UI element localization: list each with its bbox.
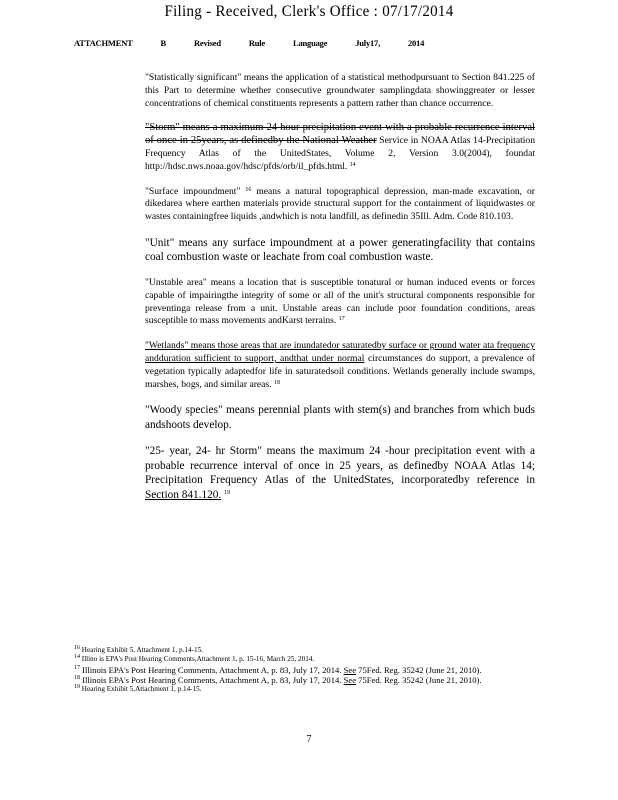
page-number: 7 xyxy=(306,734,312,745)
attachment-year: 2014 xyxy=(407,38,425,48)
attachment-revised: Revised xyxy=(193,38,221,48)
footnote-text: 75Fed. Reg. 35242 (June 21, 2010). xyxy=(356,674,482,685)
unstable-area-text: "Unstable area" means a location that is susceptible tonatural or human induced events or forces capable of impairingthe integrity of some or all of the unit's structural components responsible for preventinga release from a unit. Unstable areas can include poor foundation conditions, areas susceptible to mass movements andKarst terrains. xyxy=(145,276,535,327)
footnote-text: Illinois EPA's Post Hearing Comments, Attachment A, p. 83, July 17, 2014. xyxy=(82,674,344,685)
footnote-see: See xyxy=(343,674,357,685)
footnote-number: 16 xyxy=(74,645,80,651)
footnote-16 xyxy=(74,646,534,655)
wetlands-underlined-text: "Wetlands" means those areas that are inundatedor saturatedby surface or ground water ata frequency andduration sufficient to support, andthat under normal xyxy=(145,340,535,364)
definition-unit: "Unit" means any surface impoundment at a power generatingfacility that contains coal combustion waste or leachate from coal combustion waste. xyxy=(145,236,535,264)
footnote-number: 18 xyxy=(74,674,80,681)
attachment-line xyxy=(74,38,450,48)
footnote-ref-16: 16 xyxy=(245,186,252,193)
footnote-number: 17 xyxy=(74,664,80,671)
definition-25-year-storm xyxy=(145,444,535,502)
footnote-text: Illino is EPA's Post Hearing Comments,Attachment 1, p. 15-16, March 25, 2014. xyxy=(81,655,315,664)
footnote-see: See xyxy=(343,664,357,675)
wetlands-remaining-text: circumstances do support, a prevalence of vegetation typically adaptedfor life in saturatedsoil conditions. Wetlands generally include swamps, marshes, bogs, and similar areas. xyxy=(145,352,535,390)
definition-woody-species: "Woody species" means perennial plants with stem(s) and branches from which buds andshoots develop. xyxy=(145,404,535,431)
footnote-text: Illinois EPA's Post Hearing Comments, Attachment A, p. 83, July 17, 2014. xyxy=(82,664,344,675)
attachment-language: Language xyxy=(292,38,328,48)
footnote-text: Hearing Exhibit 5,Attachment 1, p.14-15. xyxy=(81,684,202,693)
storm-remaining-text: Service in NOAA Atlas 14-Precipitation Frequency Atlas of the UnitedStates, Volume 2, Version 3.0(2004), foundat http://hdsc.nws.noaa.gov/hdsc/pfds/orb/il_pfds.html. xyxy=(145,135,535,172)
footnote-ref-17: 17 xyxy=(338,316,345,323)
footnote-17 xyxy=(74,665,534,675)
footnote-text: 75Fed. Reg. 35242 (June 21, 2010). xyxy=(356,664,482,675)
surface-impoundment-term: "Surface impoundment" xyxy=(145,185,241,197)
storm-25yr-text: "25- year, 24- hr Storm" means the maximum 24 -hour precipitation event with a probable recurrence interval of once in 25 years, as definedby NOAA Atlas 14; Precipitation Frequency Atlas of the UnitedStates, incorporatedby reference in xyxy=(145,445,535,487)
footnote-ref-18: 18 xyxy=(273,379,280,386)
definition-surface-impoundment xyxy=(145,186,535,224)
footnote-ref-19: 19 xyxy=(224,489,231,496)
definition-wetlands xyxy=(145,340,535,391)
footnote-18 xyxy=(74,675,534,685)
filing-header: Filing - Received, Clerk's Office : 07/17/2014 xyxy=(164,3,454,21)
footnote-text: Hearing Exhibit 5, Attachment 1, p.14-15. xyxy=(81,646,203,654)
definition-unstable-area xyxy=(145,277,535,328)
definitions-body xyxy=(145,72,535,514)
footnote-number: 19 xyxy=(74,683,80,690)
footnotes-section xyxy=(74,646,534,694)
footnote-number: 14 xyxy=(74,654,80,661)
attachment-rule: Rule xyxy=(248,38,266,48)
attachment-label: ATTACHMENT xyxy=(74,38,133,48)
storm-25yr-section: Section 841.120. xyxy=(145,488,222,501)
surface-impoundment-text: means a natural topographical depression, man-made excavation, or dikedarea where earthen materials provide structural support for the containment of liquidwastes or wastes containingfree liquids ,andwhich is nota landfill, as definedin 35Ill. Adm. Code 810.103. xyxy=(145,185,536,223)
definition-storm xyxy=(145,122,535,173)
attachment-letter: B xyxy=(160,38,167,48)
definition-statistically-significant: "Statistically significant" means the application of a statistical methodpursuant to Section 841.225 of this Part to determine whether consecutive groundwater samplingdata showinggreater or lesser concentrations of chemical constituents represents a pattern rather than chance occurrence. xyxy=(145,72,535,109)
footnote-14 xyxy=(74,655,534,664)
footnote-19 xyxy=(74,685,534,694)
footnote-ref-14: 14 xyxy=(349,161,356,168)
storm-deleted-text: "Storm" means a maximum 24 hour precipitation event with a probable recurrence interval of once in 25years, as definedby the National Weather xyxy=(145,122,535,147)
attachment-date: July17, xyxy=(355,38,381,48)
